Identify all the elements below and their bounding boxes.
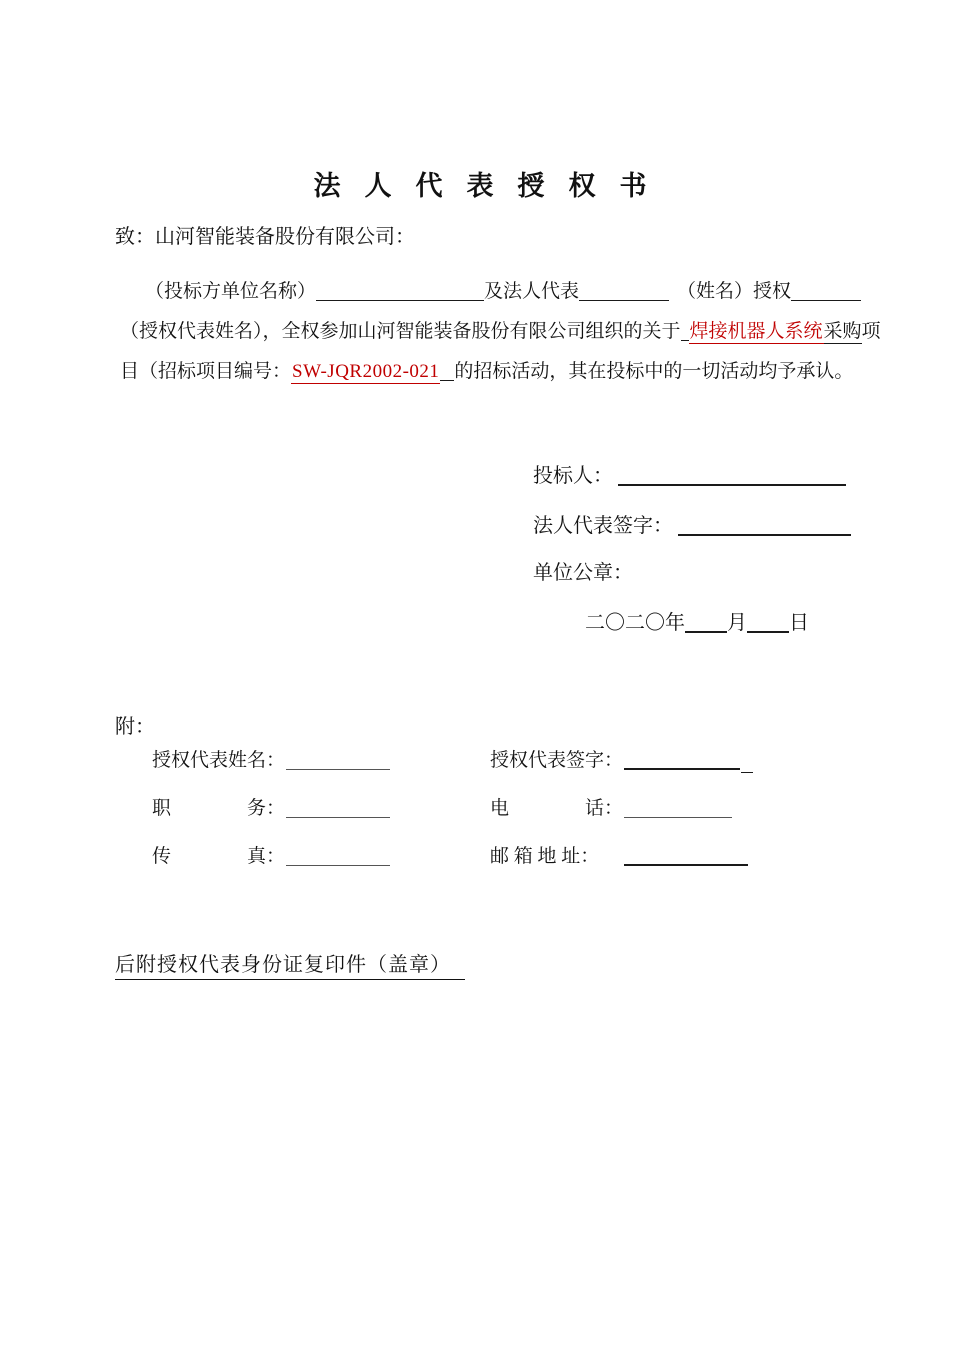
attachment-heading: 附： <box>115 716 155 738</box>
phone-label: 电 话： <box>490 798 624 819</box>
paragraph-line-1 <box>120 272 890 312</box>
line2-lead-text: （授权代表姓名），全权参加山河智能装备股份有限公司组织的关于 <box>120 321 681 342</box>
bidder-unit-label: （投标方单位名称） <box>145 281 317 302</box>
fax-row <box>152 841 390 868</box>
bidder-label: 投标人： <box>533 465 613 487</box>
and-legal-rep-label: 及法人代表 <box>484 281 580 302</box>
project-code-tail-blank <box>440 378 454 381</box>
legal-rep-signature-blank <box>678 532 851 536</box>
line3-lead-text: 目（招标项目编号： <box>120 361 292 382</box>
authorized-person-blank <box>791 298 861 301</box>
legal-rep-name-blank <box>579 298 669 301</box>
bidder-signature-row <box>533 459 846 488</box>
date-row <box>585 606 809 635</box>
line2-tail-text: 项 <box>861 321 881 342</box>
email-row <box>490 841 748 868</box>
rep-sign-blank <box>624 766 740 770</box>
footer-note: 后附授权代表身份证复印件（盖章） <box>115 948 465 980</box>
email-label: 邮 箱 地 址： <box>490 846 600 867</box>
project-name-lead-blank <box>681 338 689 341</box>
legal-rep-sign-label: 法人代表签字： <box>533 515 673 537</box>
project-name-highlight: 焊接机器人系统 <box>689 321 823 342</box>
date-year-text: 二〇二〇年 <box>585 612 685 634</box>
position-blank <box>286 815 390 818</box>
fax-label: 传 真： <box>152 846 286 867</box>
email-blank <box>624 862 748 866</box>
document-title: 法人代表授权书 <box>313 171 671 201</box>
position-row <box>152 793 390 820</box>
rep-name-row <box>152 745 390 772</box>
date-month-blank <box>685 629 727 633</box>
rep-sign-blank-tail <box>741 770 753 773</box>
phone-blank <box>624 815 732 818</box>
rep-sign-row <box>490 745 753 772</box>
company-seal-label: 单位公章： <box>533 562 633 584</box>
line3-tail-text: 的招标活动，其在投标中的一切活动均予承认。 <box>454 361 854 382</box>
project-code-highlight: SW-JQR2002-021 <box>292 361 440 382</box>
date-day-label: 日 <box>789 612 809 634</box>
phone-row <box>490 793 732 820</box>
date-month-label: 月 <box>727 612 747 634</box>
date-day-blank <box>747 629 789 633</box>
bidder-unit-blank <box>316 298 484 301</box>
rep-sign-label: 授权代表签字： <box>490 750 624 771</box>
legal-rep-signature-row <box>533 509 851 538</box>
company-seal-row <box>533 556 633 585</box>
name-authorize-label: （姓名）授权 <box>677 281 792 302</box>
fax-blank <box>286 863 390 866</box>
rep-name-blank <box>286 767 390 770</box>
body-paragraph <box>120 272 890 392</box>
bidder-signature-blank <box>618 482 846 486</box>
position-label: 职 务： <box>152 798 286 819</box>
procurement-word-underlined: 采购 <box>823 321 862 342</box>
paragraph-line-2 <box>120 312 890 352</box>
paragraph-line-3 <box>120 352 890 392</box>
rep-name-label: 授权代表姓名： <box>152 750 286 771</box>
addressee-line: 致：山河智能装备股份有限公司： <box>115 226 415 248</box>
